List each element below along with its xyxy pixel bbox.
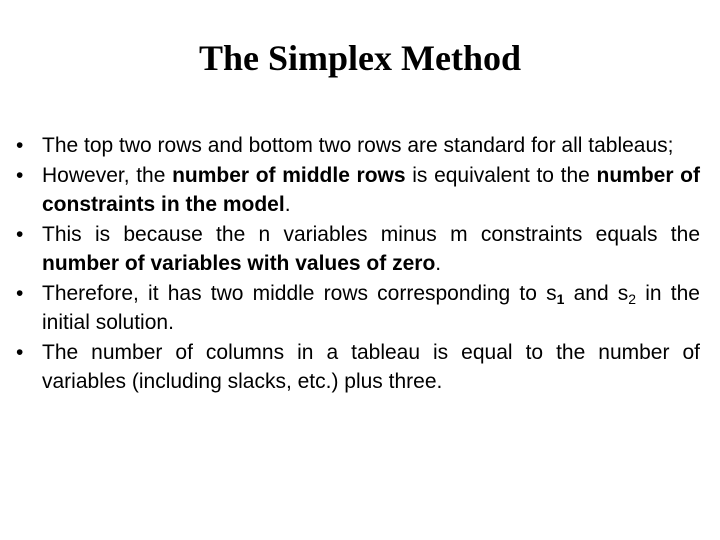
- bullet-text: The number of columns in a tableau is equal to the number of variables (including slacks, etc.) plus three.: [42, 341, 700, 393]
- slide-title: The Simplex Method: [198, 38, 521, 78]
- bullet-item-slack-rows: [16, 279, 700, 337]
- bullet-dot-icon: •: [16, 223, 24, 246]
- subscript-2: 2: [628, 291, 637, 307]
- bullet-text-post: .: [435, 252, 442, 275]
- bullet-text-bold-middle-rows: number of middle rows: [172, 164, 406, 187]
- bullet-list: [16, 131, 700, 397]
- bullet-text-mid: and s: [564, 282, 629, 305]
- bullet-text-bold-constraints: number of constraints in the model: [42, 164, 700, 216]
- bullet-dot-icon: •: [16, 341, 24, 364]
- bullet-text-bold-zero-variables: number of variables with values of zero: [42, 252, 436, 275]
- bullet-text-pre: Therefore, it has two middle rows corresponding to s: [42, 282, 557, 305]
- bullet-item-middle-rows: [16, 161, 700, 219]
- bullet-text-mid: is equivalent to the: [405, 164, 597, 187]
- bullet-item-zero-variables: [16, 220, 700, 278]
- subscript-1: 1: [556, 291, 565, 307]
- bullet-text-pre: This is because the n variables minus m constraints equals the: [42, 223, 700, 246]
- bullet-text-post: .: [284, 193, 291, 216]
- bullet-text-post: in the initial solution.: [42, 282, 700, 334]
- bullet-text: The top two rows and bottom two rows are standard for all tableaus;: [42, 134, 674, 157]
- bullet-dot-icon: •: [16, 134, 24, 157]
- bullet-dot-icon: •: [16, 282, 24, 305]
- bullet-item-column-count: [16, 338, 700, 396]
- bullet-item-standard-rows: [16, 131, 700, 160]
- bullet-text-pre: However, the: [42, 164, 173, 187]
- bullet-dot-icon: •: [16, 164, 24, 187]
